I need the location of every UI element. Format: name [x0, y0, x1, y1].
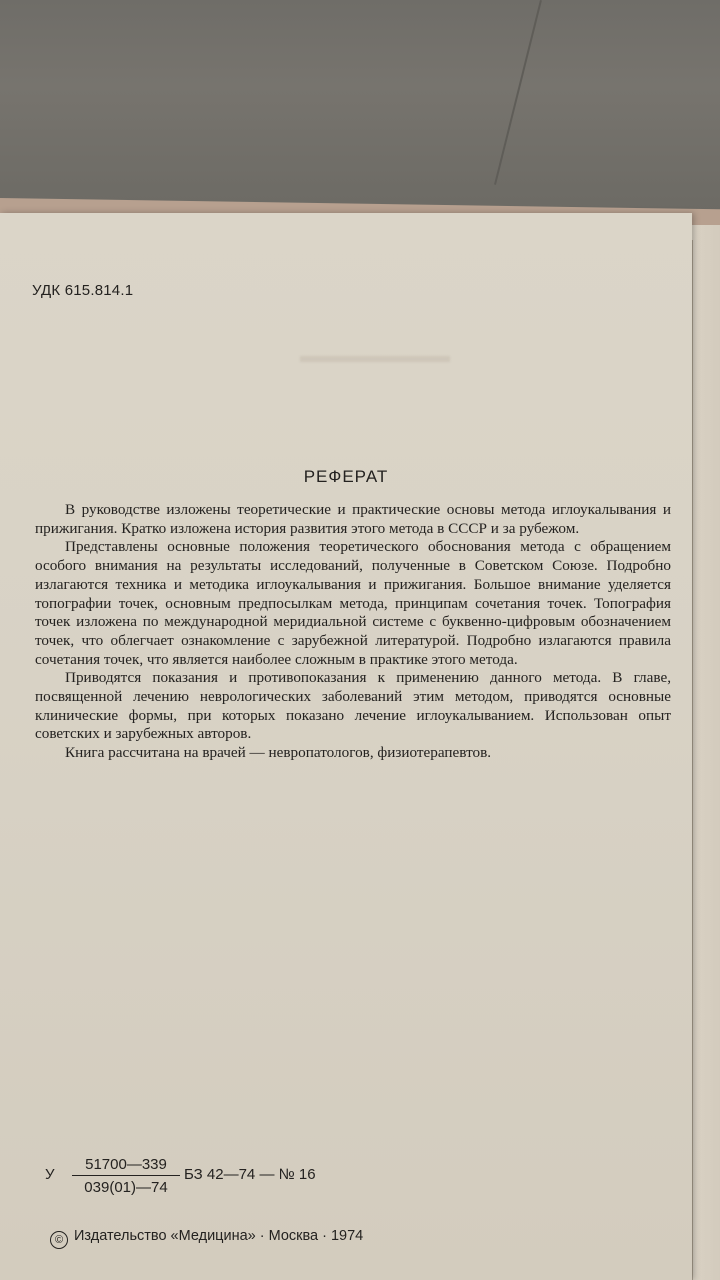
show-through-text [300, 356, 450, 362]
copyright-icon: © [50, 1231, 68, 1249]
book-page [0, 213, 692, 1280]
abstract-paragraph: Книга рассчитана на врачей — невропатологов, физиотерапевтов. [65, 744, 492, 762]
code-numerator: 51700—339 [72, 1156, 180, 1176]
abstract-paragraph: Приводятся показания и противопоказания к применению данного метода. В главе, посвященной лечению неврологических заболеваний этим методом, приводятся основные клинические формы, при которых показано лечение иглоукалыванием. Использован опыт советских и зарубежных авторов. [35, 669, 671, 743]
code-fraction [72, 1156, 180, 1196]
table-surface [0, 0, 720, 215]
udk-label: УДК 615.814.1 [32, 282, 134, 299]
page-heading: РЕФЕРАТ [303, 467, 389, 486]
copyright-line [50, 1228, 363, 1249]
code-denominator: 039(01)—74 [84, 1179, 168, 1196]
code-letter: У [45, 1166, 55, 1183]
copyright-text: Издательство «Медицина» · Москва · 1974 [74, 1228, 364, 1244]
code-suffix: БЗ 42—74 — № 16 [184, 1166, 316, 1183]
abstract-paragraph: В руководстве изложены теоретические и практические основы метода иглоукалывания и прижигания. Кратко изложена история развития этого метода в СССР и за рубежом. [35, 501, 671, 537]
abstract-paragraph: Представлены основные положения теоретического обоснования метода с обращением особого внимания на результаты исследований, полученные в Советском Союзе. Подробно излагаются техника и методика иглоукалывания и прижигания. Большое внимание уделяется топографии точек, основным предпосылкам метода, принципам сочетания точек. Топография точек изложена по международной меридиальной системе с буквенно-цифровым обозначением точек, что облегчает ознакомление с зарубежной литературой. Подробно излагаются правила сочетания точек, что является наиболее сложным в практике этого метода. [35, 538, 671, 668]
abstract-text [35, 501, 671, 763]
